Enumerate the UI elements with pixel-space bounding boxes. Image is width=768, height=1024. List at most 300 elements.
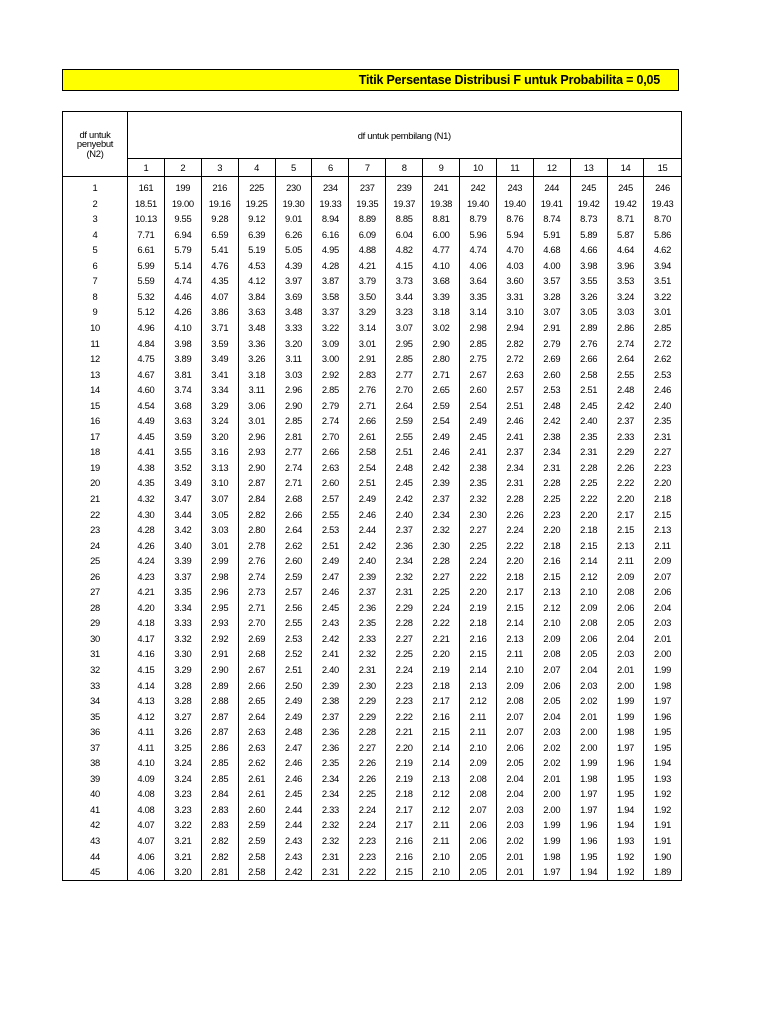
table-cell: 2.58 — [349, 444, 386, 460]
table-cell: 2.49 — [275, 709, 312, 725]
table-cell: 19.43 — [644, 196, 681, 212]
table-cell: 2.79 — [312, 398, 349, 414]
table-cell: 3.86 — [201, 304, 238, 320]
table-cell: 2.31 — [496, 475, 533, 491]
table-cell: 2.00 — [644, 646, 681, 662]
table-cell: 2.22 — [423, 615, 460, 631]
table-cell: 1.94 — [607, 802, 644, 818]
table-cell: 2.40 — [644, 398, 681, 414]
table-cell: 3.71 — [201, 320, 238, 336]
row-header-n2: 34 — [63, 693, 128, 709]
table-cell: 3.53 — [607, 273, 644, 289]
table-cell: 2.37 — [496, 444, 533, 460]
table-cell: 19.42 — [607, 196, 644, 212]
table-cell: 2.55 — [312, 506, 349, 522]
table-cell: 2.48 — [275, 724, 312, 740]
table-cell: 4.35 — [201, 273, 238, 289]
table-cell: 3.21 — [164, 849, 201, 865]
table-cell: 2.35 — [349, 615, 386, 631]
table-cell: 2.20 — [644, 475, 681, 491]
table-cell: 2.10 — [496, 662, 533, 678]
table-cell: 1.97 — [570, 802, 607, 818]
table-cell: 2.24 — [460, 553, 497, 569]
table-cell: 4.12 — [128, 709, 165, 725]
table-cell: 2.15 — [533, 569, 570, 585]
table-cell: 2.42 — [386, 491, 423, 507]
table-cell: 9.28 — [201, 211, 238, 227]
table-cell: 2.24 — [349, 817, 386, 833]
table-cell: 2.10 — [423, 849, 460, 865]
table-cell: 2.74 — [275, 460, 312, 476]
table-row — [63, 522, 682, 538]
table-cell: 2.34 — [423, 506, 460, 522]
row-header-n2: 15 — [63, 398, 128, 414]
table-cell: 1.98 — [644, 678, 681, 694]
table-cell: 2.30 — [423, 538, 460, 554]
row-header-n2: 3 — [63, 211, 128, 227]
table-cell: 2.26 — [349, 755, 386, 771]
table-cell: 2.37 — [423, 491, 460, 507]
table-cell: 5.94 — [496, 227, 533, 243]
table-row — [63, 335, 682, 351]
table-cell: 2.02 — [533, 740, 570, 756]
table-cell: 2.96 — [275, 382, 312, 398]
table-cell: 2.66 — [275, 506, 312, 522]
table-cell: 1.92 — [644, 802, 681, 818]
table-cell: 2.31 — [312, 864, 349, 880]
table-cell: 3.23 — [164, 786, 201, 802]
table-cell: 1.92 — [607, 864, 644, 880]
table-cell: 2.65 — [423, 382, 460, 398]
table-cell: 2.03 — [496, 802, 533, 818]
table-cell: 2.87 — [201, 709, 238, 725]
table-cell: 2.89 — [570, 320, 607, 336]
table-cell: 4.46 — [164, 289, 201, 305]
table-cell: 3.37 — [312, 304, 349, 320]
table-row — [63, 177, 682, 196]
table-row — [63, 615, 682, 631]
table-cell: 2.40 — [312, 662, 349, 678]
table-cell: 2.40 — [349, 553, 386, 569]
table-cell: 3.81 — [164, 367, 201, 383]
table-cell: 4.39 — [275, 258, 312, 274]
table-cell: 1.95 — [607, 771, 644, 787]
row-header-n2: 5 — [63, 242, 128, 258]
table-cell: 3.59 — [164, 429, 201, 445]
table-cell: 1.94 — [570, 864, 607, 880]
table-cell: 4.14 — [128, 678, 165, 694]
table-cell: 2.20 — [386, 740, 423, 756]
table-cell: 3.22 — [312, 320, 349, 336]
table-cell: 3.79 — [349, 273, 386, 289]
table-cell: 2.16 — [423, 709, 460, 725]
table-cell: 3.52 — [164, 460, 201, 476]
row-header-n2: 6 — [63, 258, 128, 274]
table-cell: 2.62 — [238, 755, 275, 771]
table-cell: 2.28 — [496, 491, 533, 507]
table-cell: 2.60 — [460, 382, 497, 398]
table-cell: 3.11 — [275, 351, 312, 367]
table-cell: 2.17 — [607, 506, 644, 522]
table-cell: 2.17 — [386, 817, 423, 833]
table-cell: 3.68 — [423, 273, 460, 289]
table-cell: 4.67 — [128, 367, 165, 383]
table-cell: 2.49 — [275, 693, 312, 709]
table-cell: 2.66 — [238, 678, 275, 694]
table-cell: 2.85 — [201, 771, 238, 787]
table-cell: 2.05 — [460, 864, 497, 880]
table-cell: 2.05 — [496, 755, 533, 771]
table-cell: 3.07 — [533, 304, 570, 320]
table-cell: 4.62 — [644, 242, 681, 258]
table-cell: 1.95 — [570, 849, 607, 865]
table-cell: 4.74 — [164, 273, 201, 289]
table-cell: 3.24 — [164, 771, 201, 787]
table-cell: 4.53 — [238, 258, 275, 274]
table-cell: 2.25 — [570, 475, 607, 491]
table-cell: 2.27 — [423, 569, 460, 585]
table-cell: 2.57 — [496, 382, 533, 398]
table-cell: 4.45 — [128, 429, 165, 445]
table-cell: 19.35 — [349, 196, 386, 212]
table-cell: 2.99 — [201, 553, 238, 569]
table-cell: 2.07 — [533, 662, 570, 678]
table-cell: 2.36 — [386, 538, 423, 554]
table-row — [63, 755, 682, 771]
table-cell: 2.63 — [238, 740, 275, 756]
table-cell: 3.05 — [201, 506, 238, 522]
row-header-n2: 25 — [63, 553, 128, 569]
table-cell: 2.66 — [312, 444, 349, 460]
table-cell: 2.95 — [386, 335, 423, 351]
table-cell: 2.23 — [349, 833, 386, 849]
table-cell: 2.08 — [570, 615, 607, 631]
table-cell: 2.09 — [496, 678, 533, 694]
table-cell: 2.25 — [423, 584, 460, 600]
table-cell: 4.09 — [128, 771, 165, 787]
table-cell: 2.37 — [312, 709, 349, 725]
table-row — [63, 351, 682, 367]
table-cell: 1.98 — [533, 849, 570, 865]
table-cell: 4.30 — [128, 506, 165, 522]
table-cell: 4.26 — [128, 538, 165, 554]
table-cell: 8.76 — [496, 211, 533, 227]
table-cell: 2.00 — [533, 786, 570, 802]
table-cell: 1.93 — [644, 771, 681, 787]
table-cell: 2.94 — [496, 320, 533, 336]
row-header-n2: 1 — [63, 177, 128, 196]
table-cell: 5.79 — [164, 242, 201, 258]
table-cell: 2.13 — [423, 771, 460, 787]
table-cell: 3.42 — [164, 522, 201, 538]
table-cell: 19.00 — [164, 196, 201, 212]
table-cell: 1.91 — [644, 833, 681, 849]
table-cell: 3.00 — [312, 351, 349, 367]
table-cell: 3.98 — [570, 258, 607, 274]
table-cell: 2.07 — [644, 569, 681, 585]
table-cell: 3.20 — [275, 335, 312, 351]
table-cell: 3.58 — [312, 289, 349, 305]
table-cell: 2.01 — [644, 631, 681, 647]
table-cell: 2.65 — [238, 693, 275, 709]
table-cell: 3.25 — [164, 740, 201, 756]
table-cell: 4.28 — [312, 258, 349, 274]
table-cell: 2.60 — [533, 367, 570, 383]
table-cell: 1.95 — [644, 740, 681, 756]
table-cell: 161 — [128, 177, 165, 196]
table-cell: 4.41 — [128, 444, 165, 460]
table-cell: 2.35 — [312, 755, 349, 771]
table-cell: 2.87 — [201, 724, 238, 740]
table-cell: 2.02 — [533, 755, 570, 771]
table-cell: 2.43 — [312, 615, 349, 631]
table-cell: 2.46 — [275, 755, 312, 771]
table-row — [63, 833, 682, 849]
row-header-n2: 27 — [63, 584, 128, 600]
table-cell: 2.24 — [386, 662, 423, 678]
row-header-n2: 2 — [63, 196, 128, 212]
table-cell: 2.03 — [607, 646, 644, 662]
table-cell: 2.04 — [607, 631, 644, 647]
table-cell: 4.28 — [128, 522, 165, 538]
table-cell: 2.14 — [423, 755, 460, 771]
table-row — [63, 429, 682, 445]
table-cell: 2.84 — [201, 786, 238, 802]
table-cell: 2.51 — [570, 382, 607, 398]
table-cell: 18.51 — [128, 196, 165, 212]
table-cell: 2.34 — [496, 460, 533, 476]
table-cell: 3.29 — [349, 304, 386, 320]
table-cell: 2.35 — [644, 413, 681, 429]
table-cell: 2.41 — [460, 444, 497, 460]
table-cell: 2.71 — [238, 600, 275, 616]
table-cell: 2.33 — [607, 429, 644, 445]
table-cell: 3.26 — [570, 289, 607, 305]
table-cell: 2.24 — [349, 802, 386, 818]
table-cell: 2.61 — [238, 786, 275, 802]
table-cell: 2.46 — [496, 413, 533, 429]
table-cell: 2.15 — [423, 724, 460, 740]
table-cell: 2.18 — [644, 491, 681, 507]
table-cell: 4.66 — [570, 242, 607, 258]
column-header-n1: 13 — [570, 159, 607, 177]
table-cell: 2.11 — [460, 724, 497, 740]
table-cell: 2.50 — [275, 678, 312, 694]
table-cell: 2.32 — [460, 491, 497, 507]
table-cell: 2.18 — [533, 538, 570, 554]
table-cell: 1.95 — [644, 724, 681, 740]
table-cell: 3.89 — [164, 351, 201, 367]
table-cell: 2.45 — [460, 429, 497, 445]
table-cell: 2.36 — [349, 600, 386, 616]
row-header-n2: 4 — [63, 227, 128, 243]
table-cell: 2.22 — [460, 569, 497, 585]
table-cell: 2.10 — [533, 615, 570, 631]
table-cell: 2.09 — [607, 569, 644, 585]
table-cell: 3.09 — [312, 335, 349, 351]
table-cell: 2.08 — [496, 693, 533, 709]
row-header-n2: 30 — [63, 631, 128, 647]
table-cell: 2.28 — [423, 553, 460, 569]
table-cell: 2.13 — [496, 631, 533, 647]
table-cell: 2.12 — [533, 600, 570, 616]
table-cell: 2.28 — [386, 615, 423, 631]
table-cell: 2.32 — [312, 817, 349, 833]
table-cell: 2.93 — [238, 444, 275, 460]
table-cell: 4.88 — [349, 242, 386, 258]
table-cell: 2.96 — [201, 584, 238, 600]
table-cell: 3.06 — [238, 398, 275, 414]
table-row — [63, 258, 682, 274]
table-cell: 3.35 — [460, 289, 497, 305]
table-cell: 2.47 — [275, 740, 312, 756]
table-cell: 2.20 — [460, 584, 497, 600]
row-header-n2: 41 — [63, 802, 128, 818]
table-cell: 3.10 — [496, 304, 533, 320]
table-cell: 2.31 — [644, 429, 681, 445]
table-cell: 4.06 — [128, 849, 165, 865]
table-cell: 2.56 — [275, 600, 312, 616]
table-cell: 2.37 — [349, 584, 386, 600]
table-cell: 9.12 — [238, 211, 275, 227]
table-cell: 2.07 — [496, 709, 533, 725]
table-cell: 2.25 — [349, 786, 386, 802]
table-cell: 5.05 — [275, 242, 312, 258]
table-cell: 2.49 — [423, 429, 460, 445]
row-header-n2: 19 — [63, 460, 128, 476]
table-cell: 3.33 — [164, 615, 201, 631]
table-cell: 2.55 — [275, 615, 312, 631]
table-cell: 237 — [349, 177, 386, 196]
table-cell: 2.59 — [423, 398, 460, 414]
table-cell: 2.72 — [644, 335, 681, 351]
table-cell: 216 — [201, 177, 238, 196]
table-cell: 1.97 — [533, 864, 570, 880]
table-cell: 4.21 — [349, 258, 386, 274]
row-header-n2: 26 — [63, 569, 128, 585]
table-row — [63, 413, 682, 429]
table-cell: 2.05 — [533, 693, 570, 709]
table-cell: 2.51 — [386, 444, 423, 460]
table-cell: 2.91 — [533, 320, 570, 336]
table-cell: 3.39 — [164, 553, 201, 569]
table-cell: 6.00 — [423, 227, 460, 243]
table-cell: 2.42 — [312, 631, 349, 647]
table-cell: 3.60 — [496, 273, 533, 289]
table-cell: 3.21 — [164, 833, 201, 849]
table-cell: 4.13 — [128, 693, 165, 709]
table-cell: 2.75 — [460, 351, 497, 367]
table-cell: 2.16 — [460, 631, 497, 647]
table-cell: 4.68 — [533, 242, 570, 258]
column-header-n1: 8 — [386, 159, 423, 177]
table-cell: 2.05 — [460, 849, 497, 865]
table-cell: 6.39 — [238, 227, 275, 243]
table-cell: 2.38 — [460, 460, 497, 476]
table-cell: 2.38 — [312, 693, 349, 709]
table-cell: 2.76 — [349, 382, 386, 398]
table-cell: 3.44 — [386, 289, 423, 305]
table-cell: 2.14 — [460, 662, 497, 678]
table-cell: 4.74 — [460, 242, 497, 258]
table-cell: 2.49 — [349, 491, 386, 507]
table-cell: 2.14 — [423, 740, 460, 756]
table-cell: 2.96 — [238, 429, 275, 445]
table-cell: 2.67 — [238, 662, 275, 678]
table-cell: 2.55 — [607, 367, 644, 383]
table-cell: 2.85 — [312, 382, 349, 398]
table-cell: 3.94 — [644, 258, 681, 274]
table-cell: 8.81 — [423, 211, 460, 227]
table-cell: 3.40 — [164, 538, 201, 554]
table-cell: 2.08 — [533, 646, 570, 662]
table-cell: 244 — [533, 177, 570, 196]
table-cell: 2.89 — [201, 678, 238, 694]
table-cell: 19.40 — [460, 196, 497, 212]
table-cell: 2.74 — [607, 335, 644, 351]
table-cell: 4.82 — [386, 242, 423, 258]
table-cell: 2.57 — [312, 491, 349, 507]
row-header-n2: 21 — [63, 491, 128, 507]
table-cell: 3.32 — [164, 631, 201, 647]
table-cell: 19.30 — [275, 196, 312, 212]
table-cell: 245 — [570, 177, 607, 196]
table-cell: 1.94 — [644, 755, 681, 771]
row-header-n2: 20 — [63, 475, 128, 491]
table-cell: 3.07 — [201, 491, 238, 507]
table-cell: 2.28 — [570, 460, 607, 476]
table-cell: 5.87 — [607, 227, 644, 243]
table-cell: 2.13 — [644, 522, 681, 538]
n2-header-line1: df untuk — [79, 128, 111, 140]
table-cell: 2.15 — [644, 506, 681, 522]
table-cell: 4.03 — [496, 258, 533, 274]
table-cell: 4.10 — [128, 755, 165, 771]
table-cell: 5.19 — [238, 242, 275, 258]
row-header-n2: 33 — [63, 678, 128, 694]
table-cell: 2.14 — [496, 615, 533, 631]
table-cell: 2.16 — [386, 833, 423, 849]
table-cell: 1.92 — [644, 786, 681, 802]
table-row — [63, 771, 682, 787]
table-cell: 2.49 — [460, 413, 497, 429]
table-cell: 2.77 — [386, 367, 423, 383]
table-cell: 3.41 — [201, 367, 238, 383]
table-row — [63, 678, 682, 694]
table-cell: 3.63 — [238, 304, 275, 320]
table-row — [63, 444, 682, 460]
row-header-n2: 28 — [63, 600, 128, 616]
table-cell: 2.87 — [238, 475, 275, 491]
table-cell: 4.32 — [128, 491, 165, 507]
table-cell: 2.86 — [201, 740, 238, 756]
table-cell: 2.92 — [312, 367, 349, 383]
table-cell: 4.84 — [128, 335, 165, 351]
table-cell: 6.09 — [349, 227, 386, 243]
table-cell: 2.17 — [423, 693, 460, 709]
table-cell: 2.24 — [496, 522, 533, 538]
table-cell: 4.21 — [128, 584, 165, 600]
table-cell: 2.14 — [570, 553, 607, 569]
table-cell: 2.64 — [607, 351, 644, 367]
table-cell: 2.11 — [423, 833, 460, 849]
column-header-n1: 7 — [349, 159, 386, 177]
table-cell: 243 — [496, 177, 533, 196]
table-cell: 230 — [275, 177, 312, 196]
table-cell: 2.00 — [570, 724, 607, 740]
table-cell: 3.05 — [570, 304, 607, 320]
table-cell: 2.10 — [460, 740, 497, 756]
